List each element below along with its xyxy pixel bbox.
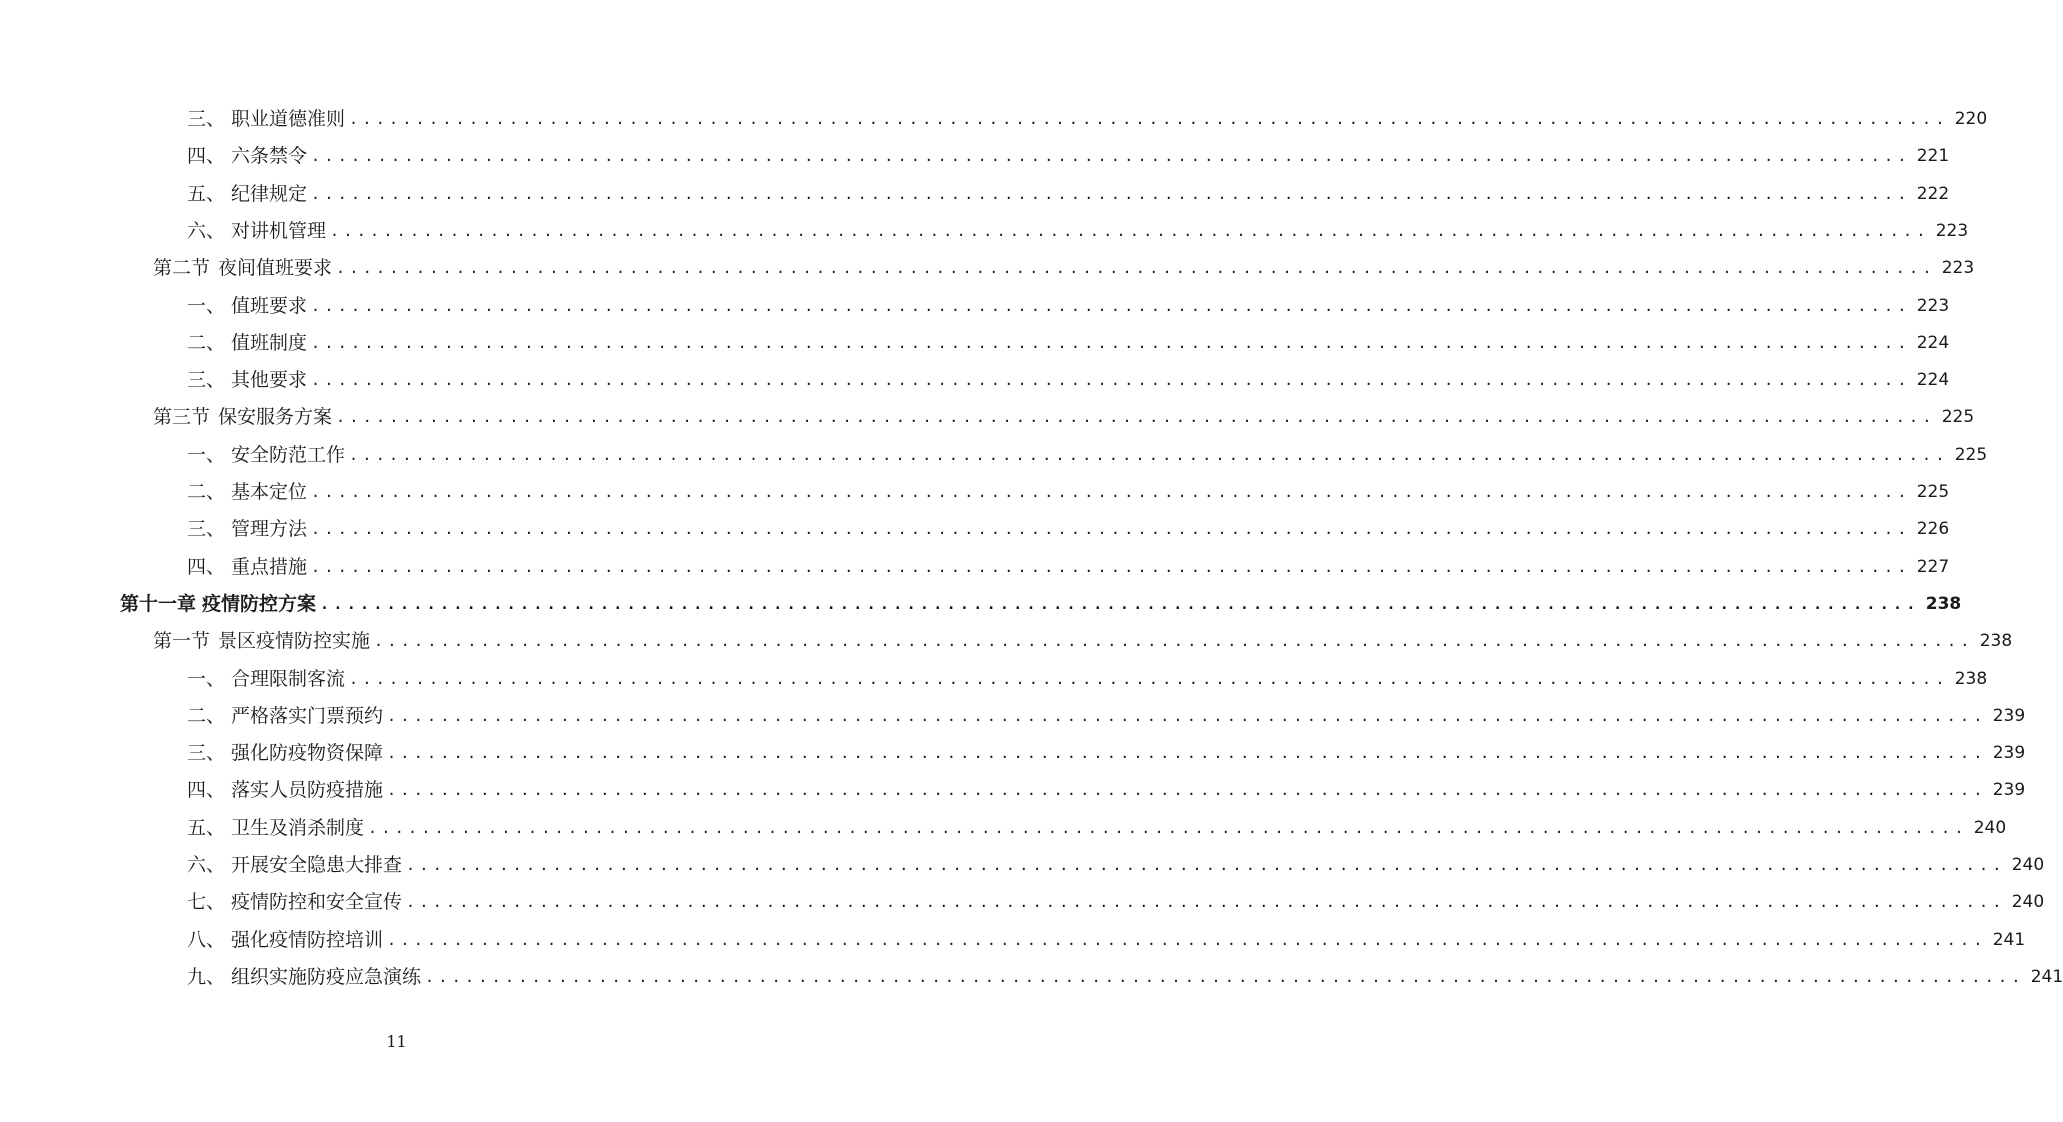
toc-entry-title: 职业道德准则 (231, 108, 346, 130)
toc-entry-page: 241 (2030, 967, 2063, 987)
toc-entry-item[interactable] (187, 479, 1950, 505)
toc-entry-page: 239 (1992, 780, 2026, 800)
toc-entry-page: 222 (1916, 184, 1950, 204)
page-number: 11 (386, 1032, 407, 1051)
toc-entry-item[interactable] (187, 889, 2045, 915)
toc-entry-title: 管理方法 (231, 518, 308, 540)
toc-entry-page: 239 (1992, 743, 2026, 763)
toc-entry-title: 重点措施 (231, 556, 308, 578)
toc-entry-page: 227 (1916, 557, 1950, 577)
dot-leader: ........................................................................................................................ (311, 558, 1911, 576)
toc-entry-item[interactable] (187, 703, 2026, 729)
toc-entry-title: 落实人员防疫措施 (231, 779, 384, 801)
toc-entry-title: 合理限制客流 (231, 668, 346, 690)
toc-entry-number: 四、 (187, 779, 226, 801)
toc-entry-number: 一、 (187, 295, 226, 317)
toc-entry-page: 238 (1954, 669, 1988, 689)
dot-leader: ........................................................................................................................ (336, 259, 1936, 277)
toc-entry-section[interactable] (153, 628, 2013, 654)
toc-entry-page: 225 (1916, 482, 1950, 502)
dot-leader: ........................................................................................................................ (406, 856, 2006, 874)
dot-leader: ........................................................................................................................ (311, 147, 1911, 165)
toc-entry-item[interactable] (187, 143, 1950, 169)
toc-entry-title: 保安服务方案 (218, 406, 333, 428)
toc-entry-page: 225 (1954, 445, 1988, 465)
toc-entry-page: 226 (1916, 519, 1950, 539)
toc-entry-page: 223 (1916, 296, 1950, 316)
toc-entry-number: 第二节 (153, 257, 211, 279)
toc-entry-number: 第十一章 (120, 593, 197, 615)
toc-entry-title: 组织实施防疫应急演练 (231, 966, 422, 988)
toc-entry-item[interactable] (187, 554, 1950, 580)
toc-entry-item[interactable] (187, 106, 1988, 132)
toc-entry-number: 第三节 (153, 406, 211, 428)
toc-entry-title: 夜间值班要求 (218, 257, 333, 279)
toc-entry-item[interactable] (187, 293, 1950, 319)
dot-leader: ........................................................................................................................ (374, 632, 1974, 650)
dot-leader: ........................................................................................................................ (349, 110, 1949, 128)
toc-entry-number: 三、 (187, 369, 226, 391)
toc-entry-title: 开展安全隐患大排查 (231, 854, 403, 876)
toc-entry-number: 二、 (187, 332, 226, 354)
toc-entry-item[interactable] (187, 964, 2063, 990)
toc-entry-number: 三、 (187, 518, 226, 540)
toc-entry-number: 五、 (187, 817, 226, 839)
toc-entry-page: 240 (2011, 855, 2045, 875)
toc-entry-item[interactable] (187, 666, 1988, 692)
toc-entry-page: 224 (1916, 333, 1950, 353)
toc-entry-page: 220 (1954, 109, 1988, 129)
toc-entry-item[interactable] (187, 740, 2026, 766)
dot-leader: ........................................................................................................................ (349, 446, 1949, 464)
toc-entry-chapter[interactable] (120, 591, 1962, 617)
toc-entry-item[interactable] (187, 218, 1969, 244)
toc-entry-number: 三、 (187, 108, 226, 130)
dot-leader: ........................................................................................................................ (320, 595, 1920, 613)
dot-leader: ........................................................................................................................ (368, 819, 1968, 837)
toc-entry-page: 221 (1916, 146, 1950, 166)
toc-entry-page: 238 (1979, 631, 2013, 651)
toc-entry-page: 223 (1935, 221, 1969, 241)
toc-entry-item[interactable] (187, 815, 2007, 841)
dot-leader: ........................................................................................................................ (311, 520, 1911, 538)
toc-entry-number: 二、 (187, 481, 226, 503)
toc-entry-title: 强化防疫物资保障 (231, 742, 384, 764)
toc-entry-page: 223 (1941, 258, 1975, 278)
dot-leader: ........................................................................................................................ (330, 222, 1930, 240)
toc-entry-title: 基本定位 (231, 481, 308, 503)
toc-entry-number: 二、 (187, 705, 226, 727)
dot-leader: ........................................................................................................................ (311, 483, 1911, 501)
toc-entry-item[interactable] (187, 777, 2026, 803)
toc-entry-title: 疫情防控和安全宣传 (231, 891, 403, 913)
toc-entry-title: 景区疫情防控实施 (218, 630, 371, 652)
toc-entry-number: 四、 (187, 556, 226, 578)
toc-entry-section[interactable] (153, 404, 1975, 430)
toc-entry-number: 六、 (187, 220, 226, 242)
toc-entry-page: 240 (1973, 818, 2007, 838)
toc-entry-page: 241 (1992, 930, 2026, 950)
dot-leader: ........................................................................................................................ (311, 297, 1911, 315)
dot-leader: ........................................................................................................................ (387, 707, 1987, 725)
toc-entry-number: 一、 (187, 444, 226, 466)
toc-entry-title: 严格落实门票预约 (231, 705, 384, 727)
toc-entry-page: 224 (1916, 370, 1950, 390)
toc-entry-title: 疫情防控方案 (202, 593, 317, 615)
dot-leader: ........................................................................................................................ (425, 968, 2025, 986)
toc-entry-title: 安全防范工作 (231, 444, 346, 466)
toc-entry-title: 对讲机管理 (231, 220, 327, 242)
toc-entry-title: 卫生及消杀制度 (231, 817, 365, 839)
dot-leader: ........................................................................................................................ (387, 744, 1987, 762)
toc-entry-number: 八、 (187, 929, 226, 951)
dot-leader: ........................................................................................................................ (349, 670, 1949, 688)
toc-entry-item[interactable] (187, 516, 1950, 542)
dot-leader: ........................................................................................................................ (406, 893, 2006, 911)
toc-entry-item[interactable] (187, 442, 1988, 468)
toc-entry-page: 238 (1925, 594, 1962, 614)
toc-entry-title: 其他要求 (231, 369, 308, 391)
toc-entry-page: 240 (2011, 892, 2045, 912)
toc-entry-number: 第一节 (153, 630, 211, 652)
toc-entry-number: 三、 (187, 742, 226, 764)
toc-entry-number: 一、 (187, 668, 226, 690)
dot-leader: ........................................................................................................................ (311, 334, 1911, 352)
toc-entry-item[interactable] (187, 927, 2026, 953)
toc-entry-number: 六、 (187, 854, 226, 876)
toc-entry-item[interactable] (187, 852, 2045, 878)
toc-entry-number: 七、 (187, 891, 226, 913)
dot-leader: ........................................................................................................................ (387, 931, 1987, 949)
dot-leader: ........................................................................................................................ (387, 781, 1987, 799)
dot-leader: ........................................................................................................................ (311, 185, 1911, 203)
toc-entry-title: 值班要求 (231, 295, 308, 317)
toc-entry-title: 强化疫情防控培训 (231, 929, 384, 951)
toc-entry-title: 值班制度 (231, 332, 308, 354)
toc-entry-title: 六条禁令 (231, 145, 308, 167)
toc-entry-page: 239 (1992, 706, 2026, 726)
toc-entry-item[interactable] (187, 367, 1950, 393)
toc-entry-section[interactable] (153, 255, 1975, 281)
toc-entry-title: 纪律规定 (231, 183, 308, 205)
toc-entry-number: 五、 (187, 183, 226, 205)
toc-entry-item[interactable] (187, 330, 1950, 356)
toc-entry-page: 225 (1941, 407, 1975, 427)
dot-leader: ........................................................................................................................ (336, 408, 1936, 426)
toc-entry-item[interactable] (187, 181, 1950, 207)
toc-entry-number: 四、 (187, 145, 226, 167)
dot-leader: ........................................................................................................................ (311, 371, 1911, 389)
toc-entry-number: 九、 (187, 966, 226, 988)
